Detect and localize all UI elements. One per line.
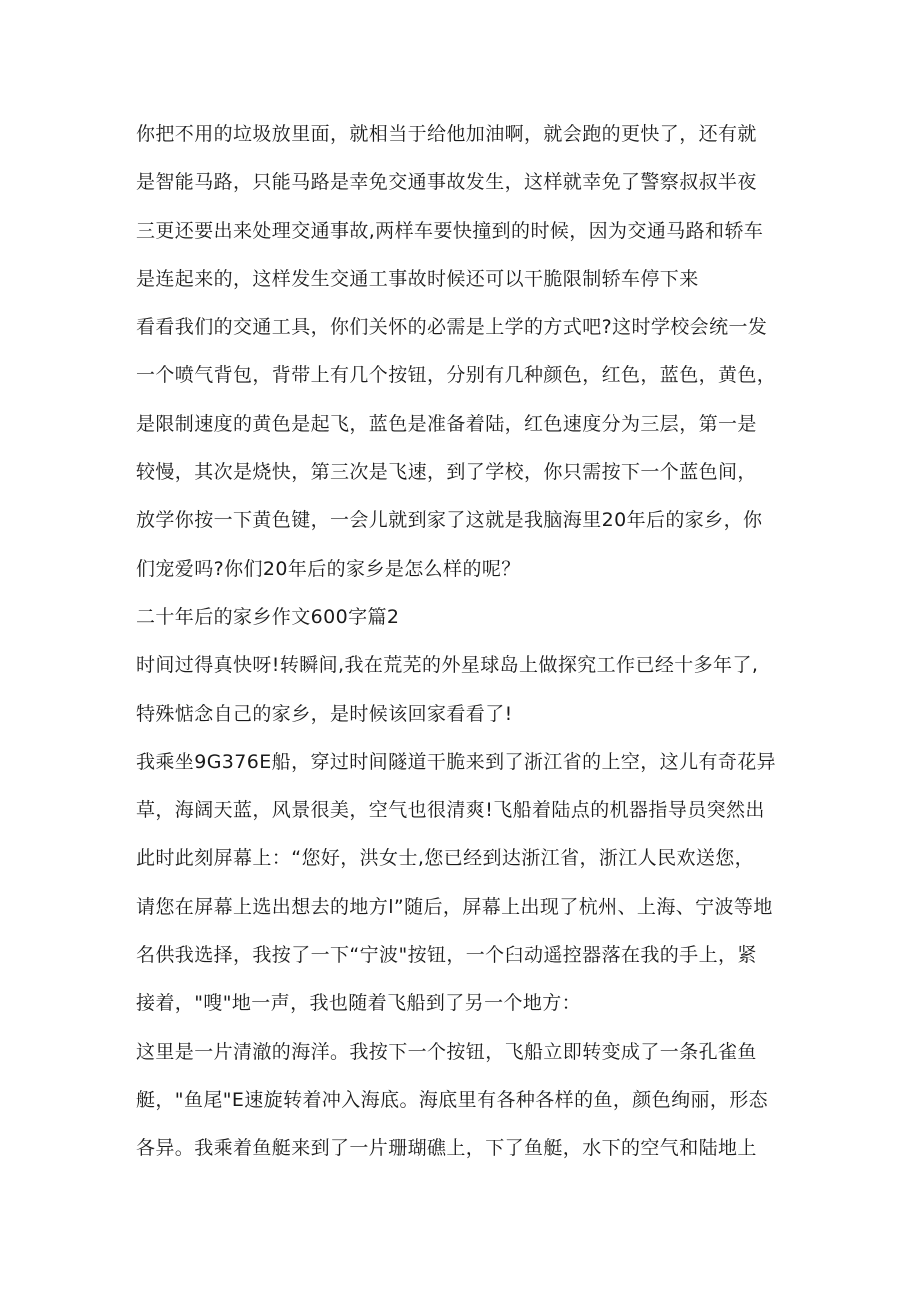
text-line: 时间过得真快呀!转瞬间,我在荒芜的外星球岛上做探究工作已经十多年了, <box>136 654 759 677</box>
text-line: 接着，"嗖"地一声，我也随着飞船到了另一个地方： <box>136 992 582 1015</box>
text-line: 是限制速度的黄色是起飞，蓝色是准备着陆，红色速度分为三层，第一是 <box>136 412 757 435</box>
text-line: 三更还要出来处理交通事故,两样车要快撞到的时候，因为交通马路和轿车 <box>136 219 764 242</box>
text-line: 请您在屏幕上选出想去的地方l”随后，屏幕上出现了杭州、上海、宁波等地 <box>136 895 773 918</box>
text-line: 此时此刻屏幕上：“您好，洪女士,您已经到达浙江省，浙江人民欢送您， <box>136 847 755 870</box>
text-line: 看看我们的交通工具，你们关怀的必需是上学的方式吧?这时学校会统一发 <box>136 316 768 339</box>
text-line: 们宠爱吗?你们20年后的家乡是怎么样的呢？ <box>136 557 521 580</box>
text-line: 特殊惦念自己的家乡，是时候该回家看看了! <box>136 702 513 725</box>
text-line: 你把不用的垃圾放里面，就相当于给他加油啊，就会跑的更快了，还有就 <box>136 123 757 145</box>
section-heading: 二十年后的家乡作文600字篇2 <box>136 605 400 628</box>
text-line: 艇，"鱼尾"E速旋转着冲入海底。海底里有各种各样的鱼，颜色绚丽，形态 <box>136 1088 769 1111</box>
text-line: 是智能马路，只能马路是幸免交通事故发生，这样就幸免了警察叔叔半夜 <box>136 171 757 194</box>
document-body <box>136 110 796 1173</box>
text-line: 这里是一片清澈的海洋。我按下一个按钮，飞船立即转变成了一条孔雀鱼 <box>136 1040 757 1063</box>
text-line: 较慢，其次是烧快，第三次是飞速，到了学校，你只需按下一个蓝色间， <box>136 461 757 484</box>
text-line: 一个喷气背包，背带上有几个按钮，分别有几种颜色，红色，蓝色，黄色， <box>136 364 777 387</box>
text-line: 草，海阔天蓝，风景很美，空气也很清爽!飞船着陆点的机器指导员突然出 <box>136 799 765 822</box>
text-line: 各异。我乘着鱼艇来到了一片珊瑚礁上，下了鱼艇，水下的空气和陆地上 <box>136 1137 757 1160</box>
text-line: 放学你按一下黄色键，一会儿就到家了这就是我脑海里20年后的家乡，你 <box>136 509 763 532</box>
text-line: 是连起来的，这样发生交通工事故时候还可以干脆限制轿车停下来 <box>136 267 699 290</box>
text-line: 名供我选择，我按了一下“宁波"按钮，一个臼动遥控器落在我的手上，紧 <box>136 944 757 967</box>
text-line: 我乘坐9G376E船，穿过时间隧道干脆来到了浙江省的上空，这儿有奇花异 <box>136 750 777 773</box>
